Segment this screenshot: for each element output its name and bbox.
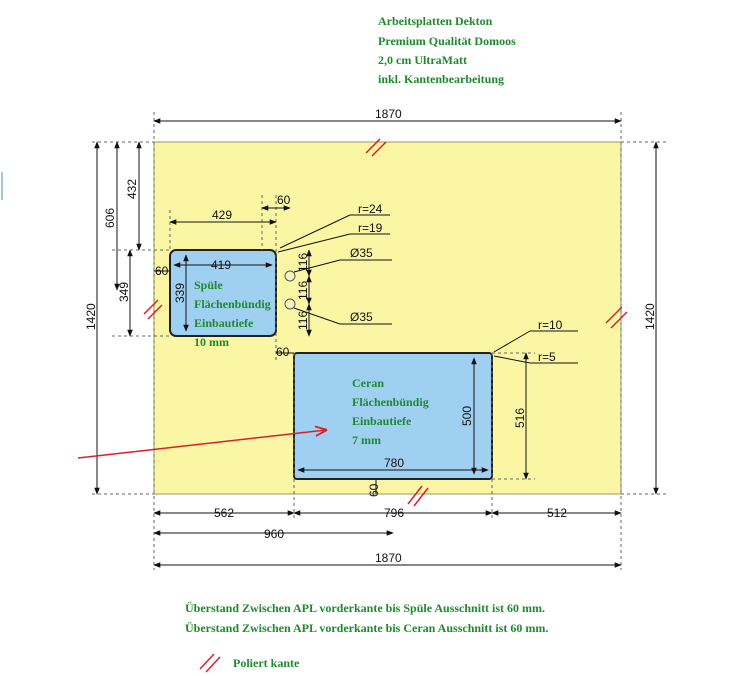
dim-60-mid: 60 (276, 345, 290, 359)
dim-432: 432 (125, 178, 139, 199)
dim-419: 419 (211, 258, 232, 272)
callout-hole-2: Ø35 (350, 310, 373, 324)
callout-r19: r=19 (358, 221, 383, 235)
header-line-1: Arbeitsplatten Dekton (378, 14, 493, 28)
legend-polished-icon (200, 654, 220, 672)
header-line-4: inkl. Kantenbearbeitung (378, 72, 505, 86)
dim-60-left: 60 (155, 264, 169, 278)
dim-left-height: 1420 (84, 303, 98, 330)
dim-339: 339 (173, 282, 187, 303)
callout-r10: r=10 (538, 318, 563, 332)
callout-hole-1: Ø35 (350, 246, 373, 260)
dim-bottom-width: 1870 (375, 551, 402, 565)
legend-polished-label: Poliert kante (233, 656, 300, 670)
dim-562: 562 (214, 506, 235, 520)
note-sink-overhang: Überstand Zwischen APL vorderkante bis Spüle Ausschnitt ist 60 mm. (185, 601, 546, 615)
dim-796: 796 (384, 506, 405, 520)
tap-hole-1 (285, 271, 295, 281)
dim-349: 349 (117, 281, 131, 302)
callout-r5: r=5 (538, 350, 556, 364)
dim-606: 606 (103, 207, 117, 228)
dim-116-c: 116 (296, 310, 310, 330)
cooktop-label-1: Ceran (352, 376, 384, 390)
dim-top-width: 1870 (375, 107, 402, 121)
dim-right-height: 1420 (643, 303, 657, 330)
dim-780: 780 (384, 456, 405, 470)
callout-r24: r=24 (358, 202, 383, 216)
dim-60-top: 60 (277, 193, 291, 207)
dim-429: 429 (212, 208, 233, 222)
cooktop-label-3: Einbautiefe (352, 414, 412, 428)
dim-960: 960 (264, 527, 285, 541)
note-cooktop-overhang: Überstand Zwischen APL vorderkante bis Ceran Ausschnitt ist 60 mm. (185, 621, 549, 635)
dim-60-bottom: 60 (367, 483, 381, 497)
sink-label-2: Flächenbündig (194, 297, 271, 311)
header-line-3: 2,0 cm UltraMatt (378, 53, 467, 67)
sink-label-4: 10 mm (194, 335, 229, 349)
sink-label-1: Spüle (194, 278, 223, 292)
dim-116-b: 116 (296, 280, 310, 300)
cooktop-label-2: Flächenbündig (352, 395, 429, 409)
dim-516: 516 (513, 407, 527, 428)
cooktop-label-4: 7 mm (352, 433, 381, 447)
dim-116-a: 116 (296, 252, 310, 272)
header-line-2: Premium Qualität Domoos (378, 34, 516, 48)
dim-512: 512 (547, 506, 568, 520)
dim-500: 500 (460, 405, 474, 426)
tap-hole-2 (285, 299, 295, 309)
sink-label-3: Einbautiefe (194, 316, 254, 330)
